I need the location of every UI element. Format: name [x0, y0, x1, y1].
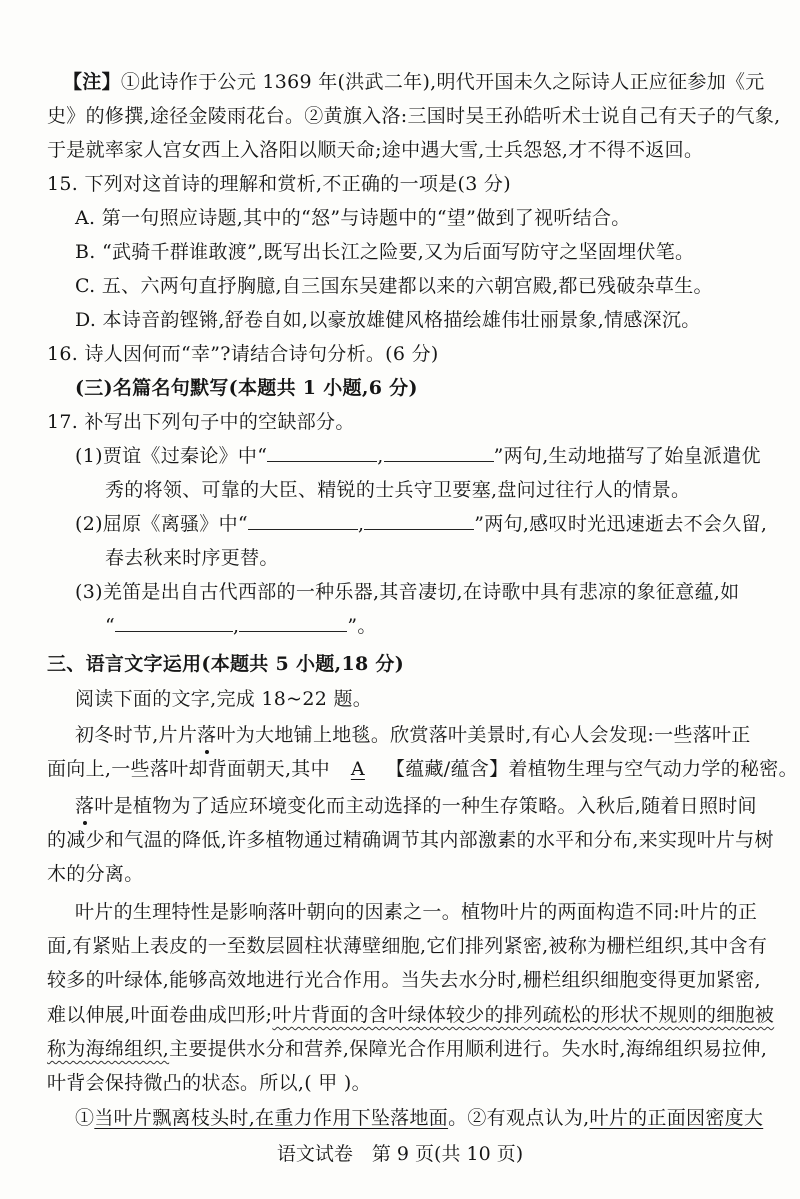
- passage-para-4-line-1: [75, 1105, 763, 1131]
- p1-text-b: 叶为大地铺上地毯。欣赏落叶美景时,有心人会发现:一些落叶正: [216, 724, 751, 746]
- passage-para-3-line-2: 面,有紧贴上表皮的一至数层圆柱状薄壁细胞,它们排列紧密,被称为栅栏组织,其中含有: [47, 935, 768, 957]
- p1-text-e: 【蕴藏/蕴含】着植物生理与空气动力学的秘密。: [385, 758, 798, 780]
- answer-blank[interactable]: [384, 443, 494, 462]
- page-footer: 语文试卷 第 9 页(共 10 页): [276, 1143, 524, 1165]
- q17-p2-prefix: (2)屈原《离骚》中“: [75, 513, 248, 535]
- underlined-sentence-1: 当叶片飘离枝头时,在重力作用下坠落地面: [94, 1107, 449, 1129]
- passage-para-2-line-2: 的减少和气温的降低,许多植物通过精确调节其内部激素的水平和分布,来实现叶片与树: [47, 829, 774, 851]
- q17-p3-open-quote: “: [105, 615, 116, 637]
- passage-para-1-line-1: [75, 722, 751, 748]
- passage-para-2-line-3: 木的分离。: [47, 863, 144, 885]
- underlined-sentence-2: 叶片的正面因密度大: [589, 1107, 764, 1129]
- passage-para-3-line-1: 叶片的生理特性是影响落叶朝向的因素之一。植物叶片的两面构造不同:叶片的正: [75, 901, 758, 923]
- passage-para-3-line-4: [47, 1002, 774, 1028]
- answer-blank[interactable]: [115, 613, 233, 632]
- question-17-part-3-cont: [105, 613, 377, 639]
- passage-para-3-line-6: 叶背会保持微凸的状态。所以,( 甲 )。: [47, 1072, 371, 1094]
- p3-text-l5b: 主要提供水分和营养,保障光合作用顺利进行。失水时,海绵组织易拉伸,: [169, 1038, 768, 1060]
- q17-p1-comma: ,: [377, 445, 384, 467]
- question-17-part-1: [75, 443, 761, 469]
- question-15-option-b: B. “武骑千群谁敢渡”,既写出长江之险要,又为后面写防守之坚固埋伏笔。: [75, 241, 695, 263]
- answer-blank[interactable]: [248, 511, 358, 530]
- answer-blank[interactable]: [364, 511, 474, 530]
- note-line-1: [63, 69, 765, 95]
- q17-p3-close-quote: ”。: [347, 615, 377, 637]
- passage-para-1-line-2: [47, 756, 798, 782]
- q17-p1-suffix: ”两句,生动地描写了始皇派遣优: [493, 445, 761, 467]
- passage-para-3-line-3: 较多的叶绿体,能够高效地进行光合作用。当失去水分时,栅栏组织细胞变得更加紧密,: [47, 969, 761, 991]
- p2-text-a: 叶是植物为了适应环境变化而主动选择的一种生存策略。入秋后,随着日照时间: [94, 795, 757, 817]
- answer-blank[interactable]: [239, 613, 347, 632]
- note-line-3: 于是就率家人宫女西上入洛阳以顺天命;途中遇大雪,士兵怨怒,才不得不返回。: [47, 139, 704, 161]
- question-17-part-3: (3)羌笛是出自古代西部的一种乐器,其音凄切,在诗歌中具有悲凉的象征意蕴,如: [75, 581, 740, 603]
- reading-instruction: 阅读下面的文字,完成 18~22 题。: [75, 688, 373, 710]
- p4-num-1: ①: [75, 1107, 95, 1129]
- p4-text-c: 。②有观点认为,: [448, 1107, 590, 1129]
- note-line-2: 史》的修撰,途径金陵雨花台。②黄旗入洛:三国时吴王孙皓听术士说自己有天子的气象,: [47, 105, 781, 127]
- blank-marker-a: A: [350, 758, 365, 780]
- emphasis-dot-char: 落: [197, 724, 217, 746]
- answer-blank[interactable]: [267, 443, 377, 462]
- passage-para-2-line-1: [75, 793, 757, 819]
- section-heading-3: (三)名篇名句默写(本题共 1 小题,6 分): [75, 377, 418, 399]
- part-3-heading: 三、语言文字运用(本题共 5 小题,18 分): [47, 653, 404, 675]
- q17-p3-comma: ,: [233, 615, 240, 637]
- p3-text-l4a: 难以伸展,叶面卷曲成凹形;: [47, 1004, 273, 1026]
- question-15-option-c: C. 五、六两句直抒胸臆,自三国东吴建都以来的六朝宫殿,都已残破杂草生。: [75, 275, 713, 297]
- question-15-stem: 15. 下列对这首诗的理解和赏析,不正确的一项是(3 分): [47, 173, 511, 195]
- question-17-stem: 17. 补写出下列句子中的空缺部分。: [47, 411, 355, 433]
- question-17-part-2: [75, 511, 767, 537]
- note-tag: 【注】: [63, 71, 121, 93]
- passage-para-3-line-5: [47, 1036, 767, 1062]
- question-17-part-1-cont: 秀的将领、可靠的大臣、精锐的士兵守卫要塞,盘问过往行人的情景。: [105, 479, 691, 501]
- question-15-option-d: D. 本诗音韵铿锵,舒卷自如,以豪放雄健风格描绘雄伟壮丽景象,情感深沉。: [75, 309, 701, 331]
- question-15-option-a: A. 第一句照应诗题,其中的“怒”与诗题中的“望”做到了视听结合。: [75, 207, 631, 229]
- wavy-underlined-sentence: 叶片背面的含叶绿体较少的排列疏松的形状不规则的细胞被: [272, 1004, 775, 1026]
- wavy-underlined-sentence: 称为海绵组织,: [47, 1038, 170, 1060]
- q17-p2-suffix: ”两句,感叹时光迅速逝去不会久留,: [474, 513, 768, 535]
- q17-p1-prefix: (1)贾谊《过秦论》中“: [75, 445, 268, 467]
- emphasis-dot-char: 落: [75, 795, 95, 817]
- question-16: 16. 诗人因何而“幸”?请结合诗句分析。(6 分): [47, 343, 439, 365]
- p1-text-a: 初冬时节,片片: [75, 724, 198, 746]
- q17-p2-comma: ,: [357, 513, 365, 535]
- p1-text-c: 面向上,一些落叶却背面朝天,其中: [47, 758, 330, 780]
- note-text-1: ①此诗作于公元 1369 年(洪武二年),明代开国未久之际诗人正应征参加《元: [120, 71, 765, 93]
- question-17-part-2-cont: 春去秋来时序更替。: [105, 547, 279, 569]
